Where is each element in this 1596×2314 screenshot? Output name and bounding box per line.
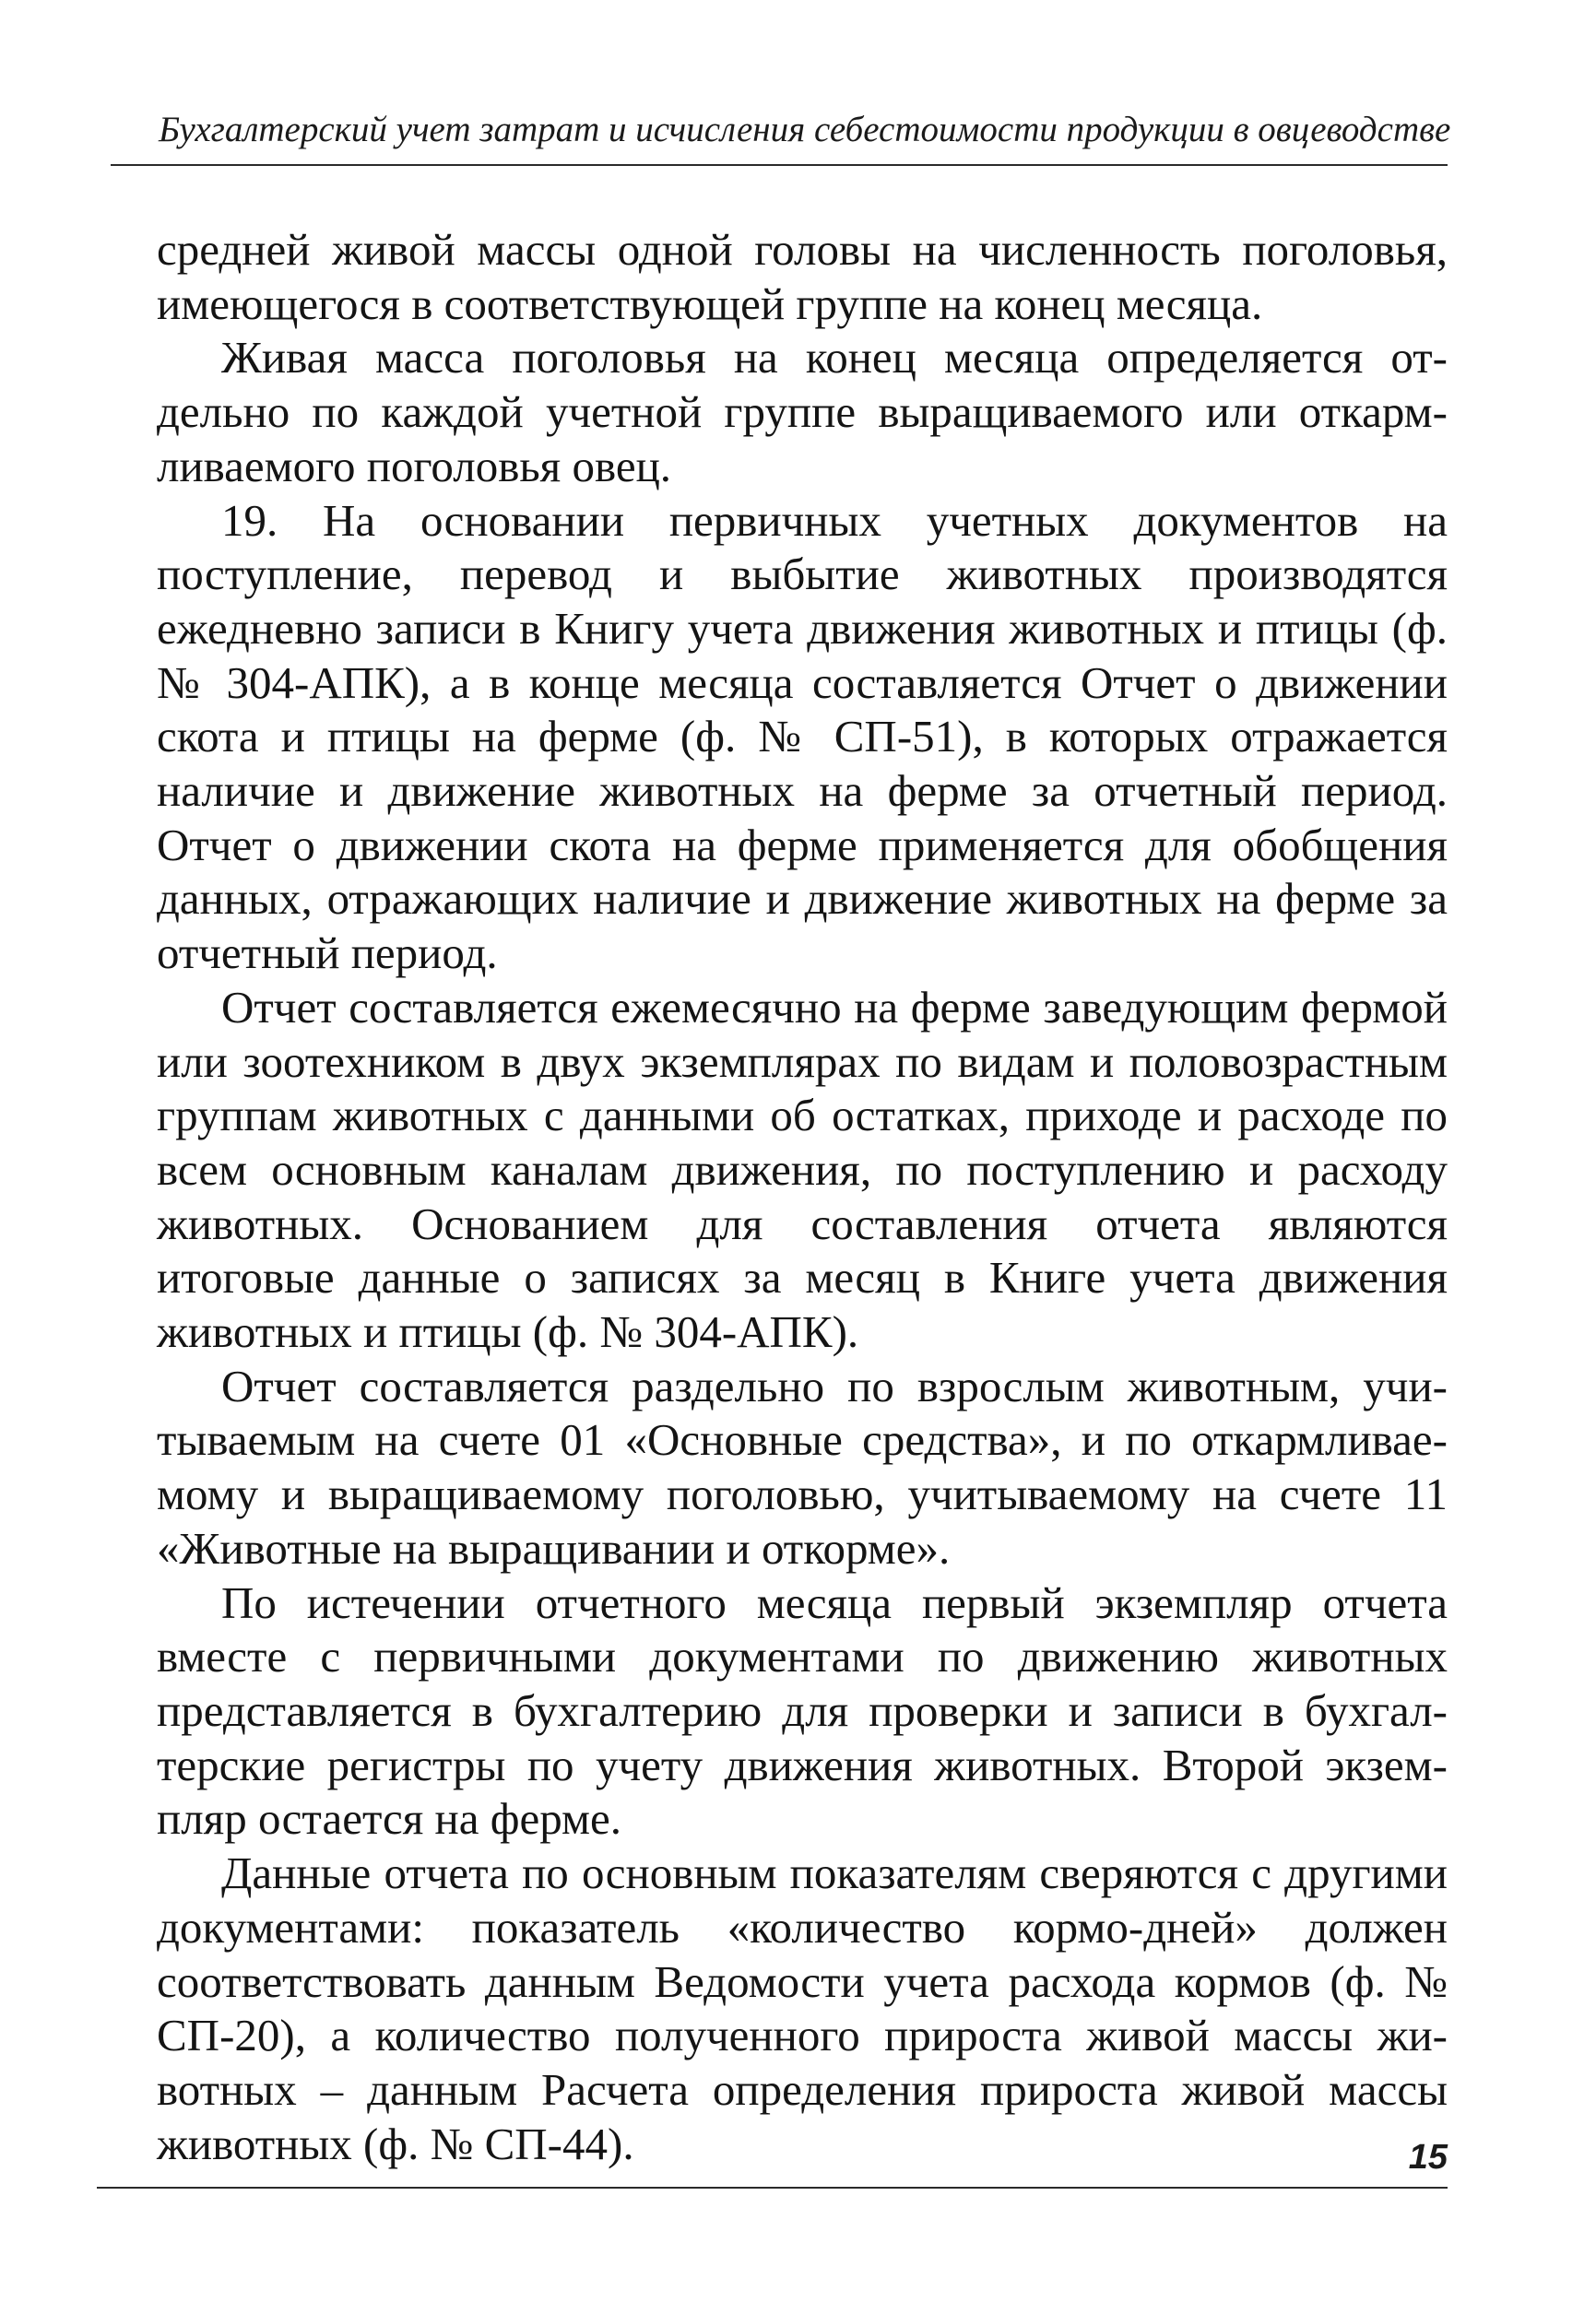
paragraph-7: Данные отчета по основным показателям сверяются с другими документами: показатель «количество кормо-дней» должен соответствовать данным Ведомости учета расхода кормов (ф. № СП-20), а количество полученного прироста живой массы животных – данным Расчета определения прироста живой массы животных (ф. № СП-44). [157, 1848, 1448, 2169]
running-header: Бухгалтерский учет затрат и исчисления себестоимости продукции в овцеводстве [159, 110, 1451, 149]
paragraph-4: Отчет составляется ежемесячно на ферме заведующим фермой или зоотехником в двух экземплярах по видам и половозрастным группам животных с данными об остатках, приходе и расходе по всем основным каналам движения, по поступлению и расходу животных. Основанием для составления отчета являются итоговые данные о записях за месяц в Книге учета движения животных и птицы (ф. № 304-АПК). [157, 981, 1448, 1358]
footer-rule [97, 2187, 1448, 2189]
paragraph-6: По истечении отчетного месяца первый экземпляр отчета вместе с первичными документами по движению животных представляется в бухгалтерию для проверки и записи в бухгалтерские регистры по учету движения животных. Второй экземпляр остается на ферме. [157, 1576, 1448, 1845]
page-body [157, 223, 1448, 2171]
paragraph-3: 19. На основании первичных учетных документов на поступление, перевод и выбытие животных производятся ежедневно записи в Книгу учета движения животных и птицы (ф. № 304-АПК), а в конце месяца составляется Отчет о движении скота и птицы на ферме (ф. № СП-51), в которых отражается наличие и движение животных на ферме за отчетный период. Отчет о движении скота на ферме применяется для обобщения данных, отражающих наличие и движение животных на ферме за отчетный период. [157, 494, 1448, 979]
paragraph-2: Живая масса поголовья на конец месяца определяется отдельно по каждой учетной группе выращиваемого или откармливаемого поголовья овец. [157, 332, 1448, 491]
page-number: 15 [1408, 2138, 1448, 2177]
paragraph-1: средней живой массы одной головы на численность поголовья, имеющегося в соответствующей группе на конец месяца. [157, 224, 1448, 329]
paragraph-5: Отчет составляется раздельно по взрослым животным, учитываемым на счете 01 «Основные средства», и по откармливаемому и выращиваемому поголовью, учитываемому на счете 11 «Животные на выращивании и откорме». [157, 1360, 1448, 1574]
header-rule [111, 164, 1448, 166]
